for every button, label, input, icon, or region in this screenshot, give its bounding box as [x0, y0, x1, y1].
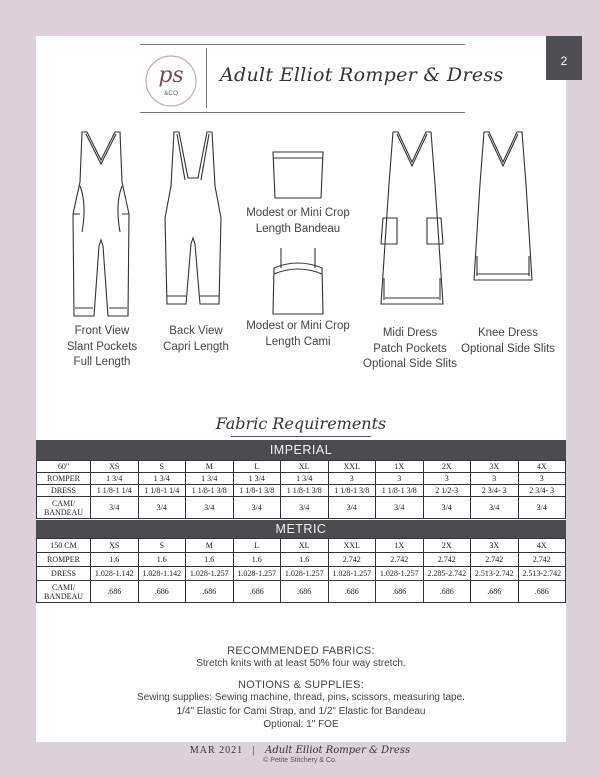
- metric-header-row: 150 CM XS S M L XL XXL 1X 2X 3X 4X: [37, 539, 566, 553]
- notions-line: 1/4" Elastic for Cami Strap, and 1/2" Elastic for Bandeau: [176, 705, 426, 717]
- metric-dress-row: DRESS 1.028-1.142 1.028-1.142 1.028-1.257 1.028-1.257 1.028-1.257 1.028-1.257 1.028-1.257 2.285-2.742 2.513-2.742 2.513-2.742: [37, 567, 566, 581]
- caption-romper-back: Back View Capri Length: [163, 325, 229, 353]
- knee-dress-illustration: [468, 128, 538, 288]
- footer-date: MAR 2021: [189, 745, 244, 756]
- footer-title: Adult Elliot Romper & Dress: [265, 745, 411, 756]
- logo-sub: &CO: [163, 90, 179, 97]
- pattern-page: [36, 36, 566, 742]
- imperial-band: IMPERIAL: [36, 440, 566, 460]
- notions-supplies: [36, 679, 566, 732]
- imperial-table: [36, 460, 566, 519]
- footer-copyright: © Petite Stitchery & Co.: [263, 757, 337, 764]
- imperial-dress-row: DRESS 1 1/8-1 1/4 1 1/8-1 1/4 1 1/8-1 3/8 1 1/8-1 3/8 1 1/8-1 3/8 1 1/8-1 3/8 1 1/8-1 3/8 2 1/2-3 2 3/4- 3 2 3/4- 3: [37, 485, 566, 497]
- notions-line: Sewing supplies: Sewing machine, thread, pins, scissors, measuring tape.: [137, 692, 465, 703]
- caption-bandeau: Modest or Mini Crop Length Bandeau: [246, 207, 350, 235]
- size-xs: XS: [91, 461, 139, 473]
- caption-midi-dress: Midi Dress Patch Pockets Optional Side Slits: [363, 327, 457, 370]
- footer-separator: |: [252, 745, 256, 756]
- header-rule-bottom: [140, 112, 465, 113]
- romper-back-illustration: [158, 128, 228, 308]
- size-s: S: [138, 461, 186, 473]
- imperial-header-row: [37, 461, 566, 473]
- size-l: L: [233, 461, 281, 473]
- size-1x: 1X: [376, 461, 424, 473]
- caption-knee-dress: Knee Dress Optional Side Slits: [461, 327, 555, 355]
- fabric-heading-rule: [231, 436, 371, 437]
- logo-text: ps: [158, 63, 184, 88]
- midi-dress-illustration: [377, 128, 447, 308]
- page-footer: [0, 745, 600, 764]
- size-4x: 4X: [518, 461, 566, 473]
- caption-cami: Modest or Mini Crop Length Cami: [246, 320, 350, 348]
- cami-illustration: [269, 244, 327, 318]
- size-2x: 2X: [423, 461, 471, 473]
- pattern-title: Adult Elliot Romper & Dress: [220, 64, 504, 86]
- metric-cami-row: CAMI/ BANDEAU .686 .686 .686 .686 .686 .686 .686 .686 .686 .686: [37, 581, 566, 603]
- header-separator: [206, 48, 207, 108]
- pattern-header: [140, 44, 504, 114]
- brand-logo: [144, 54, 198, 108]
- size-xl: XL: [281, 461, 329, 473]
- bandeau-illustration: [269, 148, 327, 202]
- imperial-cami-row: CAMI/ BANDEAU 3/4 3/4 3/4 3/4 3/4 3/4 3/4 3/4 3/4 3/4: [37, 497, 566, 519]
- metric-table: [36, 538, 566, 603]
- recommended-text: Stretch knits with at least 50% four way stretch.: [196, 658, 406, 669]
- caption-romper-front: Front View Slant Pockets Full Length: [66, 325, 138, 368]
- header-rule-top: [140, 44, 465, 45]
- metric-romper-row: ROMPER 1.6 1.6 1.6 1.6 1.6 2.742 2.742 2.742 2.742 2.742: [37, 553, 566, 567]
- size-m: M: [186, 461, 234, 473]
- notions-heading: NOTIONS & SUPPLIES:: [237, 679, 365, 691]
- metric-band: METRIC: [36, 520, 566, 538]
- romper-front-illustration: [66, 128, 136, 318]
- imperial-width-cell: 60": [37, 461, 91, 473]
- recommended-heading: RECOMMENDED FABRICS:: [227, 645, 375, 657]
- notions-line: Optional: 1" FOE: [263, 719, 339, 730]
- size-3x: 3X: [471, 461, 519, 473]
- recommended-fabrics: [36, 645, 566, 671]
- page-number-tab: 2: [546, 36, 582, 80]
- fabric-requirements-heading: Fabric Requirements: [36, 414, 566, 433]
- metric-width-cell: 150 CM: [37, 539, 91, 553]
- size-xxl: XXL: [328, 461, 376, 473]
- imperial-romper-row: ROMPER 1 3/4 1 3/4 1 3/4 1 3/4 1 3/4 3 3 3 3 3: [37, 473, 566, 485]
